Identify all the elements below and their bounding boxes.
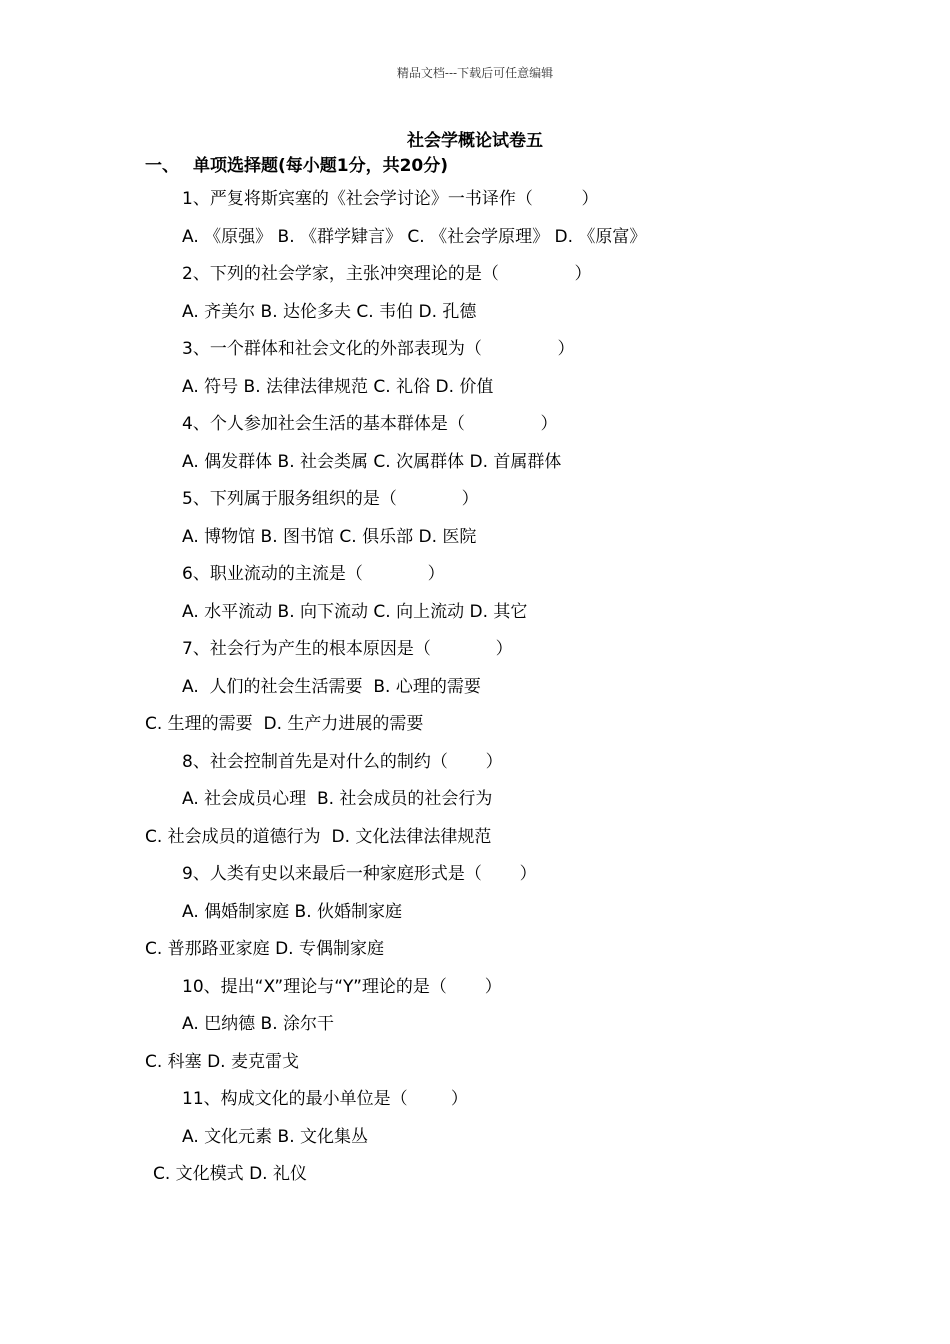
question-line: 9、人类有史以来最后一种家庭形式是（ ） <box>182 864 537 884</box>
question-line: 10、提出“X”理论与“Y”理论的是（ ） <box>182 977 502 997</box>
option-line: A. 社会成员心理 B. 社会成员的社会行为 <box>182 789 493 809</box>
question-line: 7、社会行为产生的根本原因是（ ） <box>182 639 513 659</box>
option-line: A. 人们的社会生活需要 B. 心理的需要 <box>182 677 481 697</box>
question-line: 6、职业流动的主流是（ ） <box>182 564 445 584</box>
option-line: A. 文化元素 B. 文化集丛 <box>182 1127 369 1147</box>
option-line: C. 生理的需要 D. 生产力进展的需要 <box>145 714 424 734</box>
option-line: A. 巴纳德 B. 涂尔干 <box>182 1014 335 1034</box>
option-line: C. 文化模式 D. 礼仪 <box>153 1164 307 1184</box>
section-number: 一、 <box>145 156 179 176</box>
option-line: C. 普那路亚家庭 D. 专偶制家庭 <box>145 939 384 959</box>
option-line: A. 符号 B. 法律法律规范 C. 礼俗 D. 价值 <box>182 377 494 397</box>
section-heading <box>145 151 448 176</box>
question-line: 2、下列的社会学家，主张冲突理论的是（ ） <box>182 264 592 284</box>
option-line: A. 偶发群体 B. 社会类属 C. 次属群体 D. 首属群体 <box>182 452 562 472</box>
question-line: 1、严复将斯宾塞的《社会学讨论》一书译作（ ） <box>182 189 599 209</box>
question-line: 3、一个群体和社会文化的外部表现为（ ） <box>182 339 575 359</box>
question-line: 8、社会控制首先是对什么的制约（ ） <box>182 752 503 772</box>
exam-title: 社会学概论试卷五 <box>407 131 543 151</box>
option-line: A. 博物馆 B. 图书馆 C. 俱乐部 D. 医院 <box>182 527 477 547</box>
option-line: A. 水平流动 B. 向下流动 C. 向上流动 D. 其它 <box>182 602 528 622</box>
option-line: A. 偶婚制家庭 B. 伙婚制家庭 <box>182 902 403 922</box>
section-label: 单项选择题(每小题1分，共20分) <box>193 156 449 176</box>
option-line: A. 齐美尔 B. 达伦多夫 C. 韦伯 D. 孔德 <box>182 302 477 322</box>
question-line: 4、个人参加社会生活的基本群体是（ ） <box>182 414 558 434</box>
option-line: C. 社会成员的道德行为 D. 文化法律法律规范 <box>145 827 492 847</box>
question-line: 11、构成文化的最小单位是（ ） <box>182 1089 468 1109</box>
option-line: C. 科塞 D. 麦克雷戈 <box>145 1052 299 1072</box>
question-line: 5、下列属于服务组织的是（ ） <box>182 489 479 509</box>
option-line: A. 《原强》 B. 《群学肄言》 C. 《社会学原理》 D. 《原富》 <box>182 227 647 247</box>
page-header: 精品文档---下载后可任意编辑 <box>396 66 554 80</box>
